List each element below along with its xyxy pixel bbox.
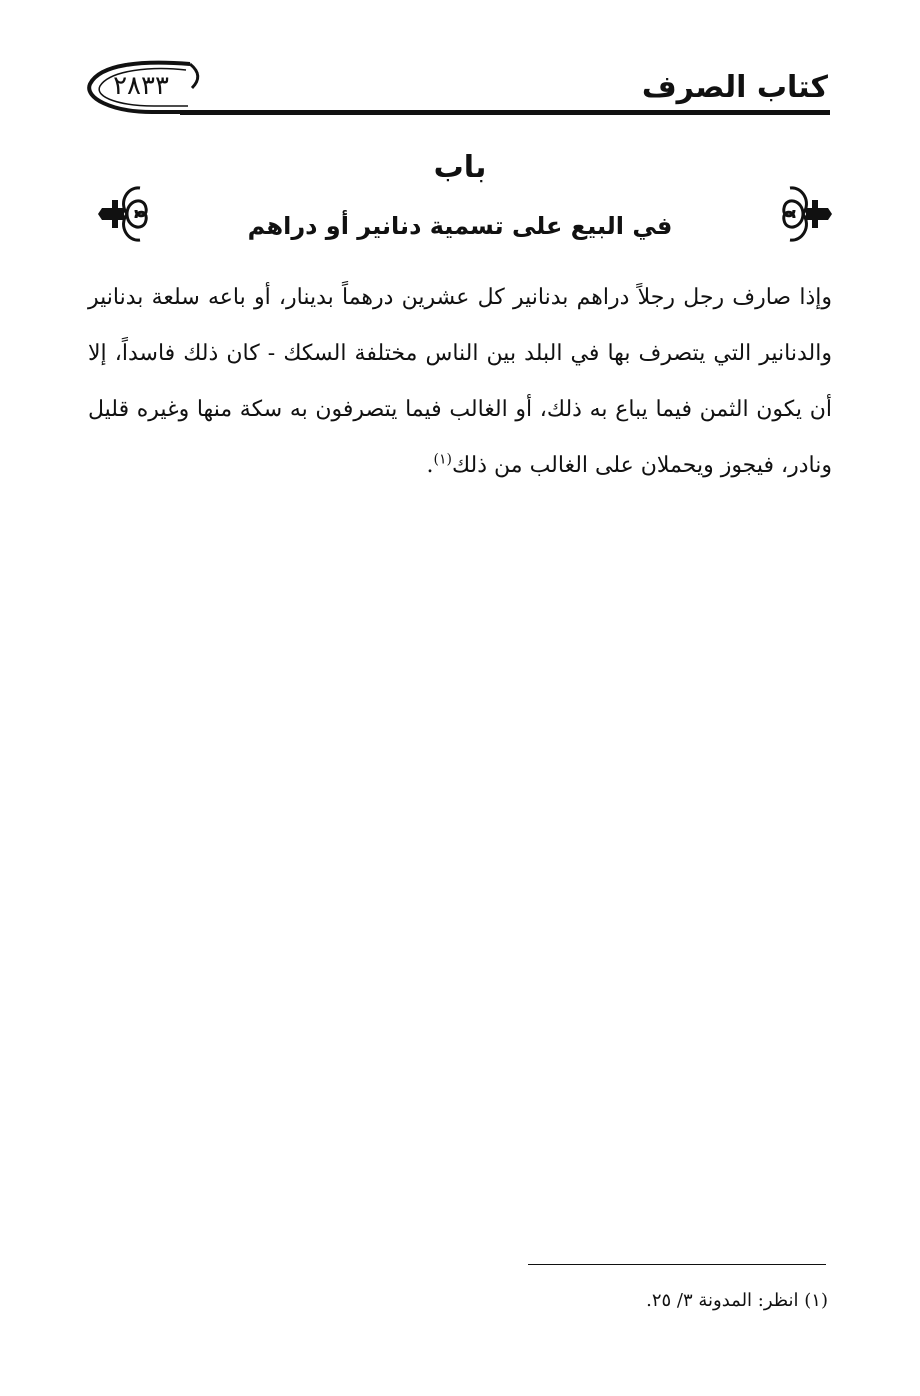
scroll-ornament-icon	[96, 178, 158, 250]
body-paragraph	[88, 270, 832, 494]
chapter-label: باب	[433, 150, 487, 185]
paragraph-end: .	[426, 453, 434, 478]
footnote-1: (١) انظر: المدونة ٣/ ٢٥.	[646, 1290, 828, 1311]
header-rule	[180, 110, 830, 115]
chapter-title: في البيع على تسمية دنانير أو دراهم	[247, 212, 673, 240]
body-text	[88, 270, 832, 494]
page-number: ٢٨٣٣	[113, 71, 169, 101]
paragraph-text: وإذا صارف رجل رجلاً دراهم بدنانير كل عشرين درهماً بدينار، أو باعه سلعة بدنانير والدنانير التي يتصرف بها في البلد بين الناس مختلفة السكك - كان ذلك فاسداً، إلا أن يكون الثمن فيما يباع به ذلك، أو الغالب فيما يتصرفون به سكة منها وغيره قليل ونادر، فيجوز ويحملان على الغالب من ذلك	[88, 285, 832, 478]
running-head: كتاب الصرف	[641, 70, 828, 105]
scroll-ornament-icon	[772, 178, 834, 250]
footnote-marker[interactable]: (١)	[433, 451, 453, 468]
footnote-separator	[528, 1264, 826, 1265]
